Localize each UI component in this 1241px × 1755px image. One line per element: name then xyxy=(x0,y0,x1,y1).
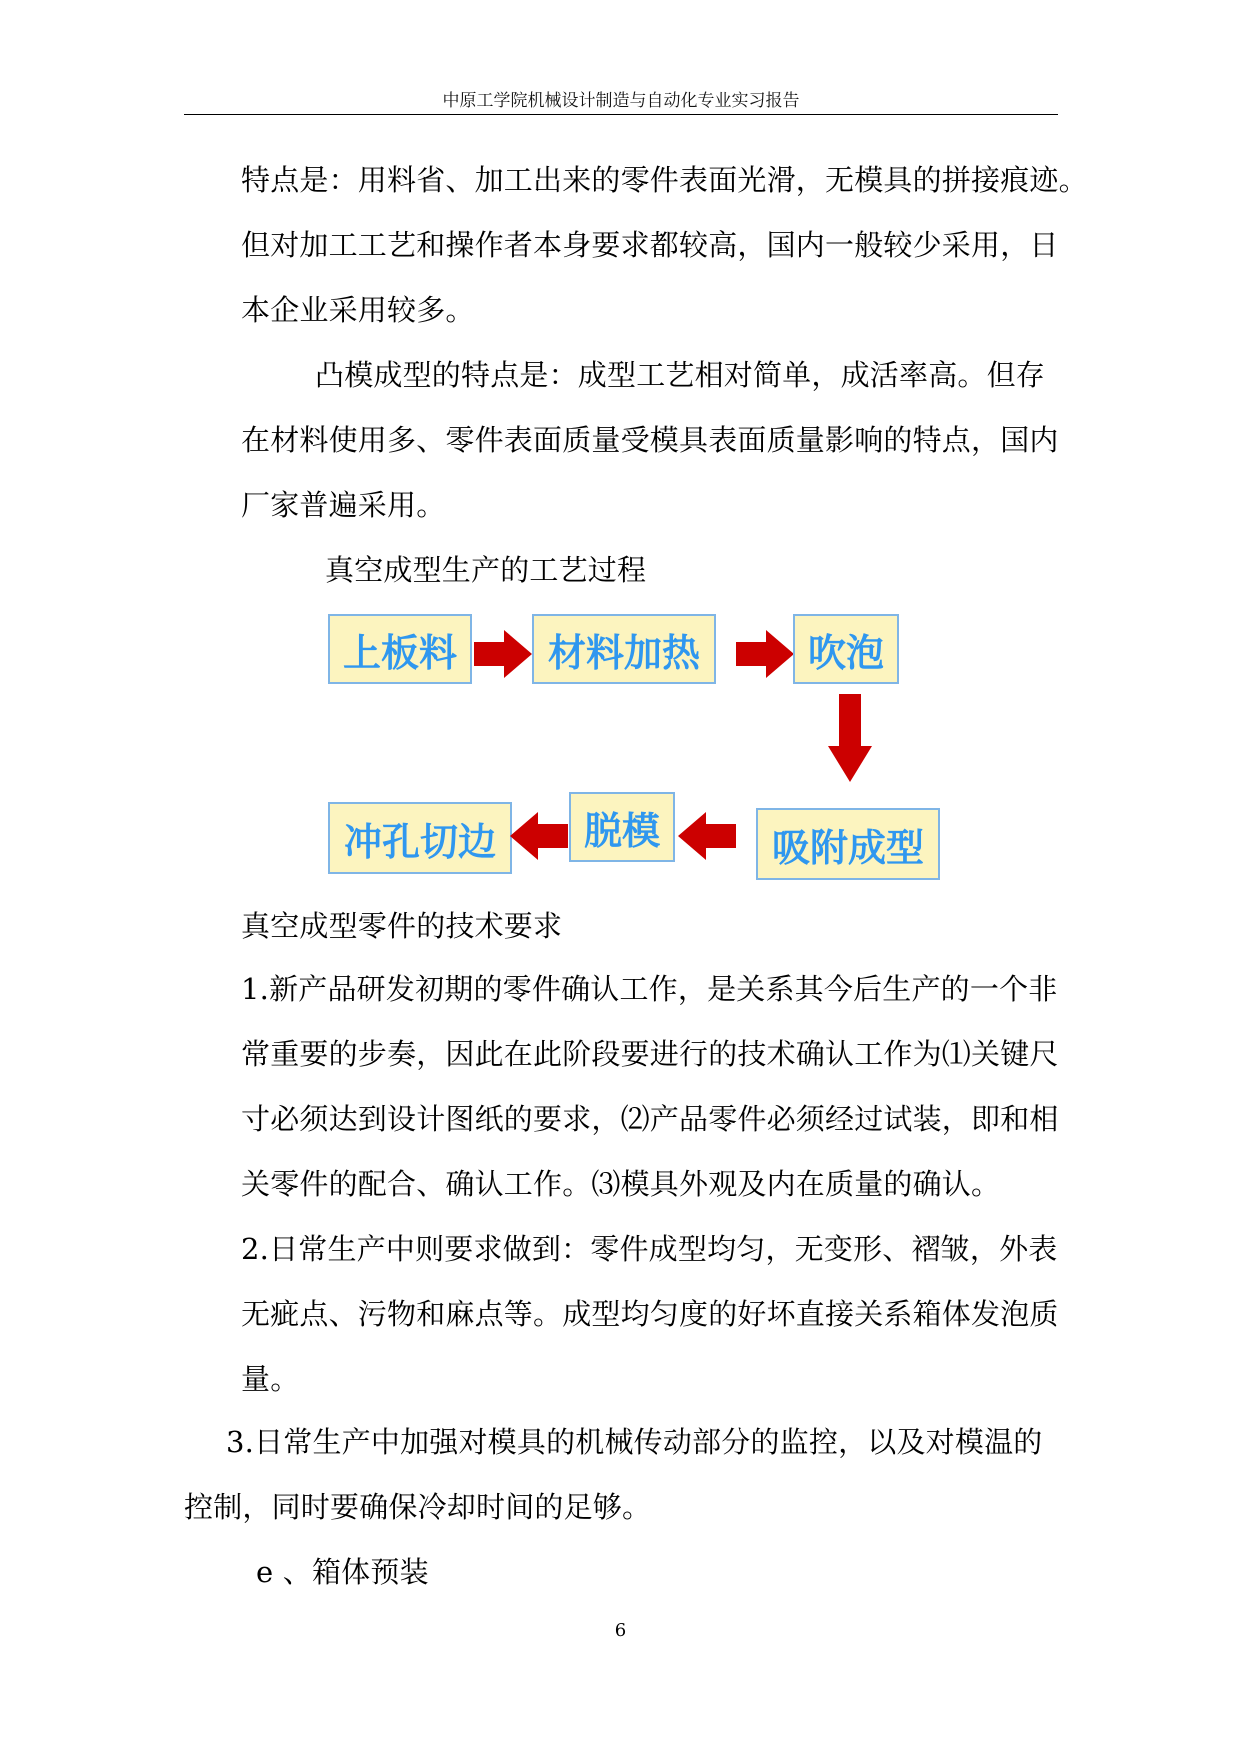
list-item-line: 量。 xyxy=(241,1362,300,1396)
list-item-line: 1.新产品研发初期的零件确认工作，是关系其今后生产的一个非 xyxy=(241,972,1058,1006)
paragraph-line: 本企业采用较多。 xyxy=(241,293,475,327)
arrow-right-icon xyxy=(474,630,532,678)
section-heading: e 、箱体预装 xyxy=(256,1555,429,1589)
header-rule xyxy=(184,114,1058,115)
flow-step-punch-trim: 冲孔切边 xyxy=(328,802,512,874)
paragraph-line: 凸模成型的特点是：成型工艺相对简单，成活率高。但存 xyxy=(315,358,1046,392)
process-title: 真空成型生产的工艺过程 xyxy=(325,553,647,587)
list-item-line: 常重要的步奏，因此在此阶段要进行的技术确认工作为⑴关键尺 xyxy=(241,1037,1059,1071)
arrow-left-icon xyxy=(510,812,568,860)
list-item-line: 控制，同时要确保冷却时间的足够。 xyxy=(184,1490,652,1524)
list-item-line: 2.日常生产中则要求做到：零件成型均匀，无变形、褶皱，外表 xyxy=(241,1232,1058,1266)
paragraph-line: 在材料使用多、零件表面质量受模具表面质量影响的特点，国内 xyxy=(241,423,1059,457)
list-item-line: 无疵点、污物和麻点等。成型均匀度的好坏直接关系箱体发泡质 xyxy=(241,1297,1059,1331)
page-number: 6 xyxy=(614,1620,627,1641)
flow-step-demold: 脱模 xyxy=(569,792,675,862)
page-header: 中原工学院机械设计制造与自动化专业实习报告 xyxy=(442,91,800,111)
flow-step-heat-material: 材料加热 xyxy=(532,614,716,684)
arrow-right-icon xyxy=(736,630,794,678)
arrow-down-icon xyxy=(828,694,872,782)
paragraph-line: 但对加工工艺和操作者本身要求都较高，国内一般较少采用，日 xyxy=(241,228,1059,262)
flow-step-vacuum-forming: 吸附成型 xyxy=(756,808,940,880)
list-item-line: 关零件的配合、确认工作。⑶模具外观及内在质量的确认。 xyxy=(241,1167,1001,1201)
arrow-left-icon xyxy=(678,812,736,860)
section-title: 真空成型零件的技术要求 xyxy=(241,909,563,943)
flow-step-blow-bubble: 吹泡 xyxy=(793,614,899,684)
paragraph-line: 厂家普遍采用。 xyxy=(241,488,446,522)
paragraph-line: 特点是：用料省、加工出来的零件表面光滑，无模具的拼接痕迹。 xyxy=(241,163,1088,197)
flow-step-load-sheet: 上板料 xyxy=(328,614,472,684)
list-item-line: 3.日常生产中加强对模具的机械传动部分的监控，以及对模温的 xyxy=(226,1425,1043,1459)
list-item-line: 寸必须达到设计图纸的要求，⑵产品零件必须经过试装，即和相 xyxy=(241,1102,1059,1136)
